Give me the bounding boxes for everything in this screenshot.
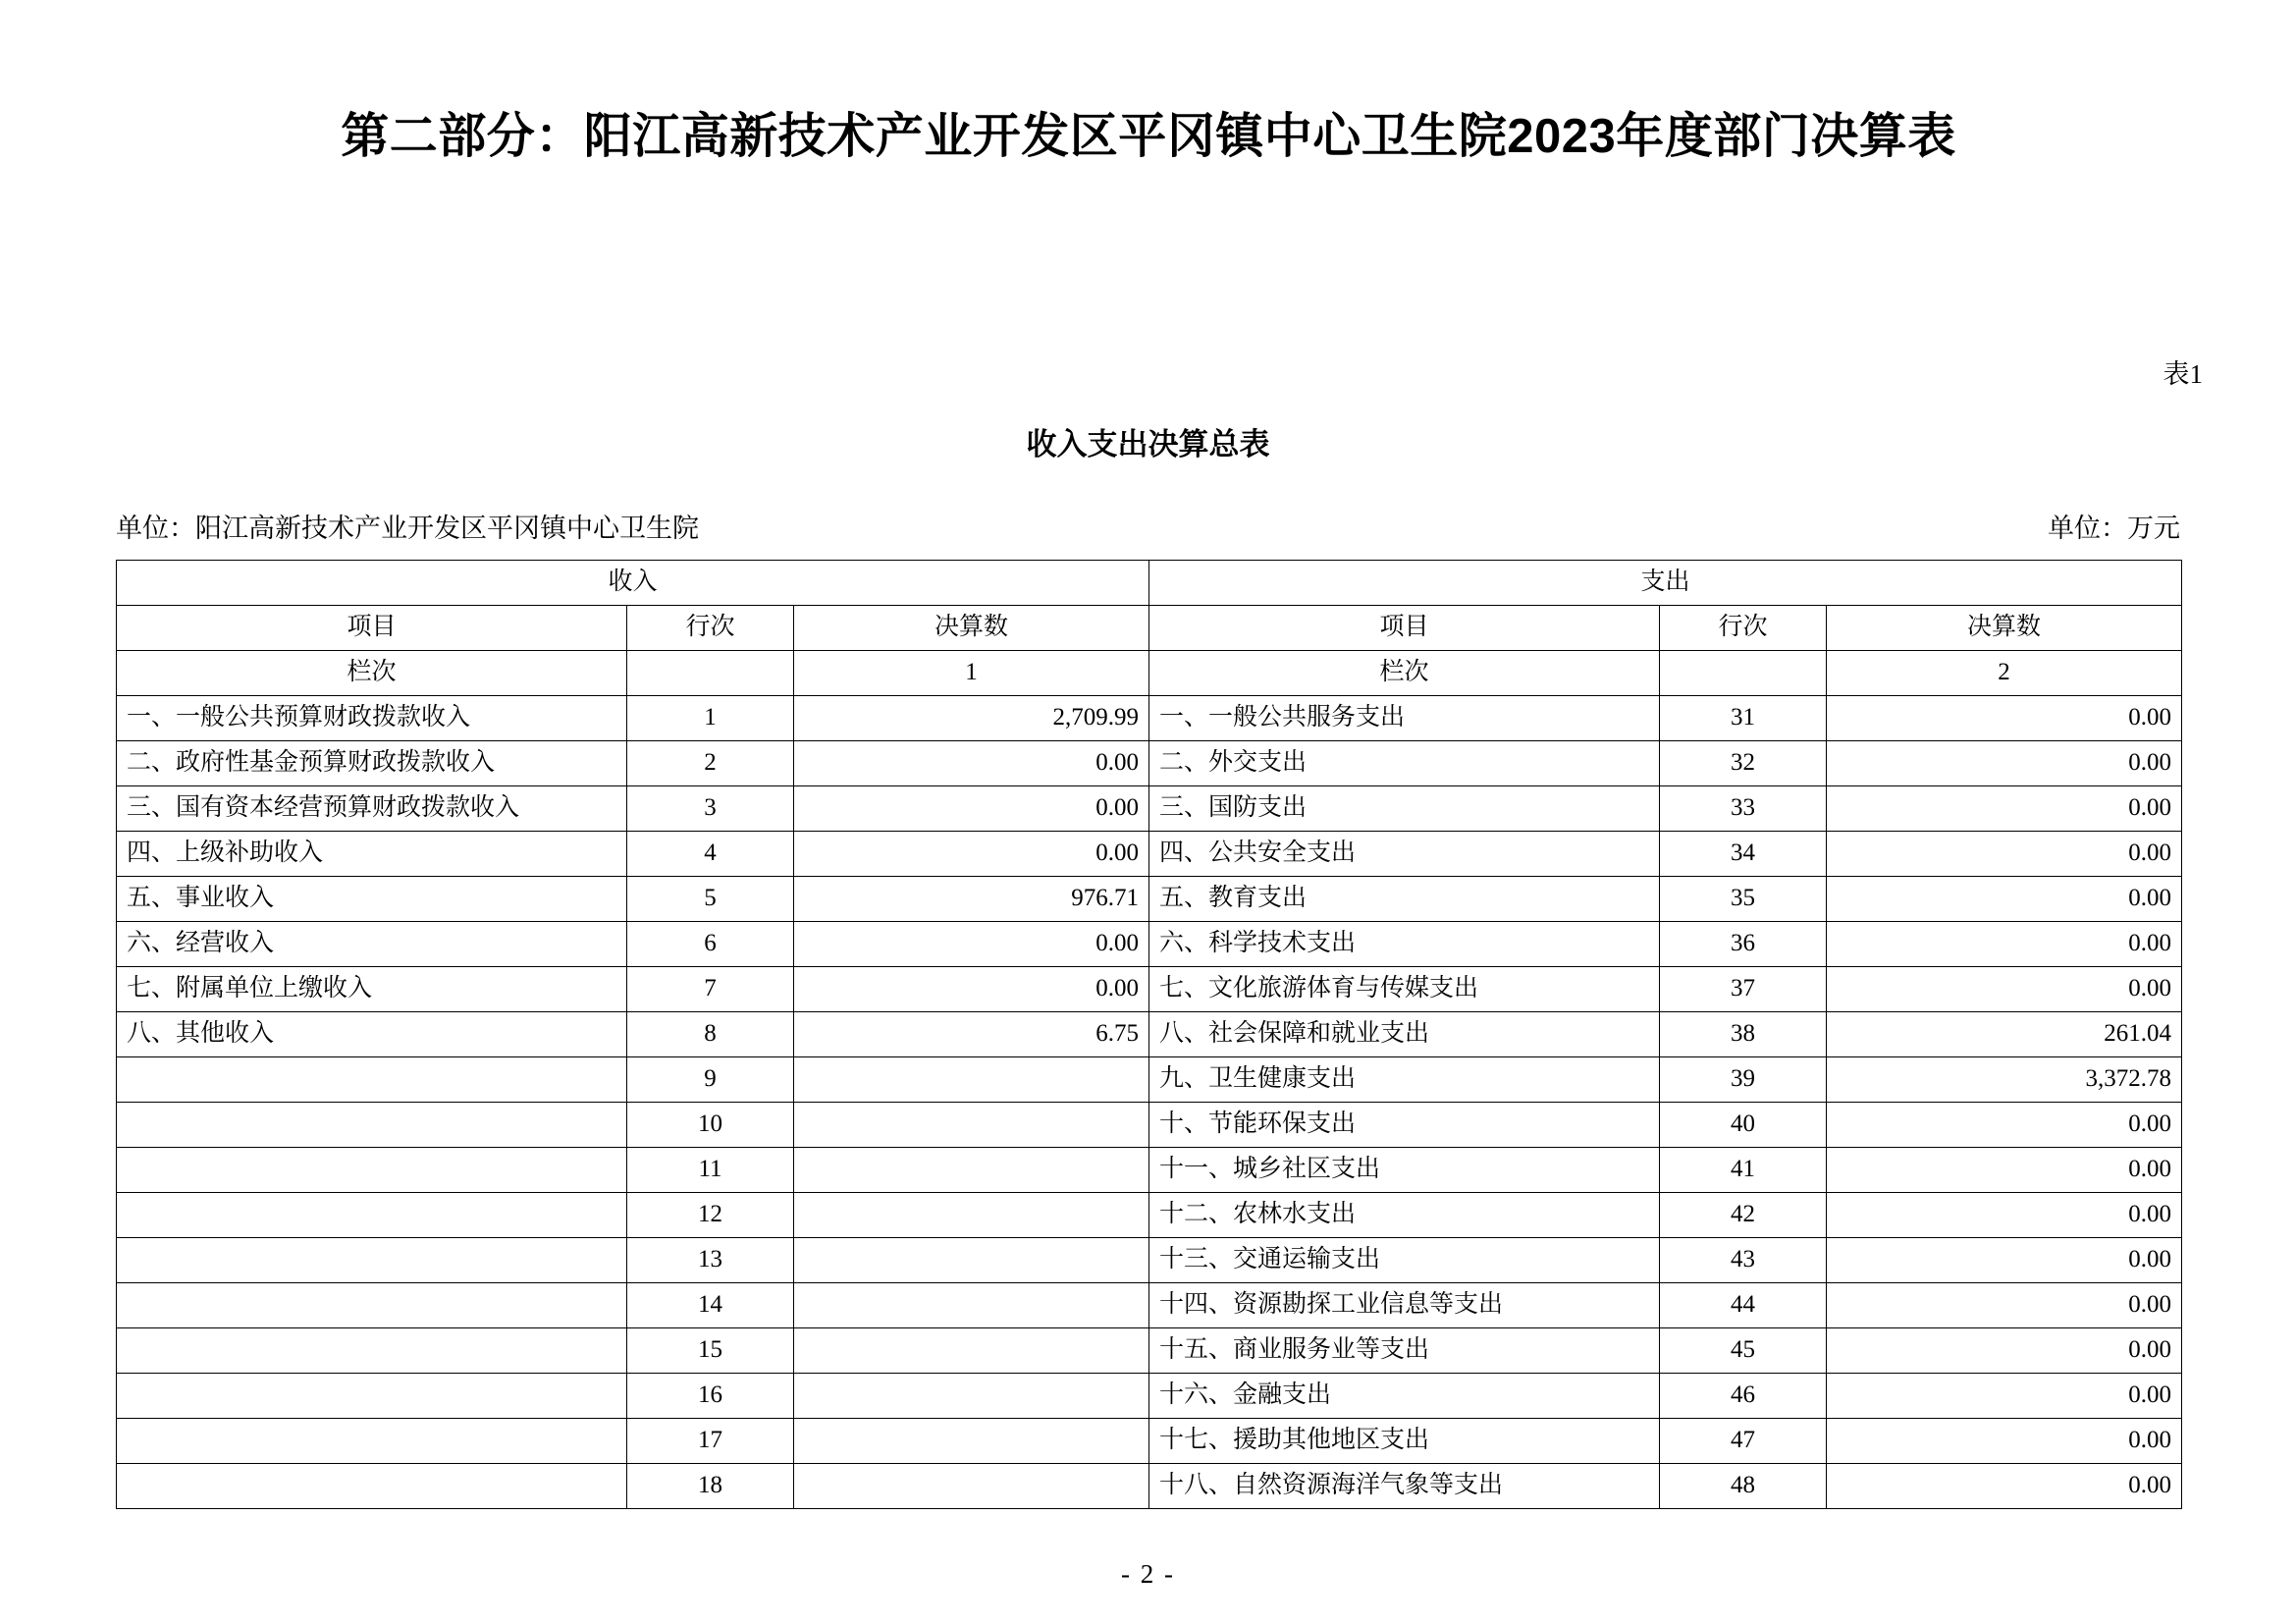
- column-header-expenditure-item: 项目: [1149, 606, 1660, 651]
- expenditure-line-number: 35: [1660, 877, 1827, 922]
- expenditure-line-number: 45: [1660, 1328, 1827, 1374]
- income-item-label: [117, 1057, 627, 1103]
- column-index-expenditure-lineno: [1660, 651, 1827, 696]
- expenditure-line-number: 31: [1660, 696, 1827, 741]
- table-row: [117, 1464, 2182, 1509]
- income-amount: [794, 1057, 1149, 1103]
- income-item-label: [117, 1193, 627, 1238]
- income-line-number: 12: [627, 1193, 794, 1238]
- table-row: [117, 1148, 2182, 1193]
- income-item-label: [117, 1374, 627, 1419]
- income-line-number: 1: [627, 696, 794, 741]
- income-amount: 0.00: [794, 741, 1149, 786]
- table-row: [117, 877, 2182, 922]
- income-line-number: 8: [627, 1012, 794, 1057]
- income-item-label: 四、上级补助收入: [117, 832, 627, 877]
- expenditure-line-number: 46: [1660, 1374, 1827, 1419]
- income-line-number: 6: [627, 922, 794, 967]
- table-number-marker: 表1: [2163, 359, 2203, 389]
- income-item-label: [117, 1283, 627, 1328]
- income-item-label: [117, 1148, 627, 1193]
- income-amount: [794, 1283, 1149, 1328]
- table-column-index-row: [117, 651, 2182, 696]
- expenditure-item-label: 七、文化旅游体育与传媒支出: [1149, 967, 1660, 1012]
- income-line-number: 3: [627, 786, 794, 832]
- expenditure-amount: 0.00: [1827, 967, 2182, 1012]
- expenditure-line-number: 47: [1660, 1419, 1827, 1464]
- table-row: [117, 1057, 2182, 1103]
- expenditure-line-number: 40: [1660, 1103, 1827, 1148]
- page-number: - 2 -: [1121, 1559, 1175, 1589]
- expenditure-line-number: 33: [1660, 786, 1827, 832]
- expenditure-line-number: 39: [1660, 1057, 1827, 1103]
- expenditure-item-label: 五、教育支出: [1149, 877, 1660, 922]
- table-row: [117, 1419, 2182, 1464]
- income-item-label: 五、事业收入: [117, 877, 627, 922]
- income-amount: [794, 1419, 1149, 1464]
- expenditure-amount: 0.00: [1827, 1419, 2182, 1464]
- group-header-expenditure: 支出: [1149, 561, 2182, 606]
- income-item-label: 八、其他收入: [117, 1012, 627, 1057]
- income-amount: [794, 1193, 1149, 1238]
- column-header-income-item: 项目: [117, 606, 627, 651]
- income-line-number: 16: [627, 1374, 794, 1419]
- income-amount: 976.71: [794, 877, 1149, 922]
- table-row: [117, 1374, 2182, 1419]
- income-line-number: 10: [627, 1103, 794, 1148]
- income-amount: 0.00: [794, 786, 1149, 832]
- expenditure-line-number: 36: [1660, 922, 1827, 967]
- expenditure-item-label: 十六、金融支出: [1149, 1374, 1660, 1419]
- expenditure-item-label: 二、外交支出: [1149, 741, 1660, 786]
- income-amount: [794, 1148, 1149, 1193]
- income-amount: 2,709.99: [794, 696, 1149, 741]
- expenditure-amount: 0.00: [1827, 1328, 2182, 1374]
- expenditure-item-label: 十七、援助其他地区支出: [1149, 1419, 1660, 1464]
- expenditure-amount: 0.00: [1827, 877, 2182, 922]
- table-row: [117, 1328, 2182, 1374]
- column-header-expenditure-amount: 决算数: [1827, 606, 2182, 651]
- income-line-number: 15: [627, 1328, 794, 1374]
- expenditure-amount: 0.00: [1827, 786, 2182, 832]
- expenditure-amount: 0.00: [1827, 1103, 2182, 1148]
- table-column-header-row: [117, 606, 2182, 651]
- group-header-income: 收入: [117, 561, 1149, 606]
- income-item-label: [117, 1103, 627, 1148]
- income-amount: 0.00: [794, 922, 1149, 967]
- page-title: 第二部分：阳江高新技术产业开发区平冈镇中心卫生院2023年度部门决算表: [341, 110, 1956, 163]
- income-line-number: 18: [627, 1464, 794, 1509]
- unit-currency: 单位：万元: [2048, 514, 2180, 543]
- column-header-income-amount: 决算数: [794, 606, 1149, 651]
- table-row: [117, 741, 2182, 786]
- expenditure-item-label: 十、节能环保支出: [1149, 1103, 1660, 1148]
- expenditure-item-label: 六、科学技术支出: [1149, 922, 1660, 967]
- table-group-header-row: [117, 561, 2182, 606]
- income-line-number: 5: [627, 877, 794, 922]
- expenditure-item-label: 四、公共安全支出: [1149, 832, 1660, 877]
- income-item-label: 七、附属单位上缴收入: [117, 967, 627, 1012]
- income-amount: [794, 1103, 1149, 1148]
- income-amount: 0.00: [794, 967, 1149, 1012]
- unit-organization: 单位：阳江高新技术产业开发区平冈镇中心卫生院: [116, 514, 699, 543]
- expenditure-item-label: 十一、城乡社区支出: [1149, 1148, 1660, 1193]
- unit-line: [116, 514, 2180, 550]
- expenditure-amount: 0.00: [1827, 1283, 2182, 1328]
- table-row: [117, 1012, 2182, 1057]
- income-item-label: [117, 1464, 627, 1509]
- expenditure-item-label: 八、社会保障和就业支出: [1149, 1012, 1660, 1057]
- expenditure-item-label: 十四、资源勘探工业信息等支出: [1149, 1283, 1660, 1328]
- expenditure-amount: 0.00: [1827, 1193, 2182, 1238]
- expenditure-item-label: 十二、农林水支出: [1149, 1193, 1660, 1238]
- expenditure-amount: 0.00: [1827, 922, 2182, 967]
- income-amount: [794, 1328, 1149, 1374]
- table-row: [117, 832, 2182, 877]
- expenditure-amount: 0.00: [1827, 1238, 2182, 1283]
- expenditure-line-number: 44: [1660, 1283, 1827, 1328]
- income-item-label: [117, 1419, 627, 1464]
- expenditure-item-label: 十八、自然资源海洋气象等支出: [1149, 1464, 1660, 1509]
- income-item-label: [117, 1238, 627, 1283]
- income-line-number: 9: [627, 1057, 794, 1103]
- table-row: [117, 1103, 2182, 1148]
- income-item-label: 一、一般公共预算财政拨款收入: [117, 696, 627, 741]
- expenditure-item-label: 三、国防支出: [1149, 786, 1660, 832]
- income-amount: 6.75: [794, 1012, 1149, 1057]
- income-expenditure-table: [116, 560, 2182, 1509]
- expenditure-amount: 0.00: [1827, 696, 2182, 741]
- income-amount: [794, 1238, 1149, 1283]
- expenditure-line-number: 41: [1660, 1148, 1827, 1193]
- income-line-number: 17: [627, 1419, 794, 1464]
- income-amount: 0.00: [794, 832, 1149, 877]
- income-amount: [794, 1464, 1149, 1509]
- expenditure-amount: 261.04: [1827, 1012, 2182, 1057]
- income-item-label: 三、国有资本经营预算财政拨款收入: [117, 786, 627, 832]
- expenditure-line-number: 48: [1660, 1464, 1827, 1509]
- expenditure-item-label: 十五、商业服务业等支出: [1149, 1328, 1660, 1374]
- expenditure-amount: 0.00: [1827, 1148, 2182, 1193]
- column-index-income-number: 1: [794, 651, 1149, 696]
- table-row: [117, 967, 2182, 1012]
- table-row: [117, 1238, 2182, 1283]
- expenditure-amount: 0.00: [1827, 832, 2182, 877]
- column-header-expenditure-lineno: 行次: [1660, 606, 1827, 651]
- income-item-label: [117, 1328, 627, 1374]
- column-header-income-lineno: 行次: [627, 606, 794, 651]
- column-index-expenditure-number: 2: [1827, 651, 2182, 696]
- table-row: [117, 922, 2182, 967]
- expenditure-amount: 0.00: [1827, 1464, 2182, 1509]
- table-row: [117, 1193, 2182, 1238]
- expenditure-line-number: 42: [1660, 1193, 1827, 1238]
- expenditure-item-label: 一、一般公共服务支出: [1149, 696, 1660, 741]
- expenditure-item-label: 九、卫生健康支出: [1149, 1057, 1660, 1103]
- income-line-number: 11: [627, 1148, 794, 1193]
- expenditure-line-number: 43: [1660, 1238, 1827, 1283]
- income-line-number: 13: [627, 1238, 794, 1283]
- expenditure-amount: 0.00: [1827, 741, 2182, 786]
- income-line-number: 14: [627, 1283, 794, 1328]
- income-line-number: 4: [627, 832, 794, 877]
- expenditure-item-label: 十三、交通运输支出: [1149, 1238, 1660, 1283]
- expenditure-amount: 0.00: [1827, 1374, 2182, 1419]
- income-item-label: 六、经营收入: [117, 922, 627, 967]
- table-caption: 收入支出决算总表: [1026, 427, 1270, 461]
- income-amount: [794, 1374, 1149, 1419]
- expenditure-line-number: 37: [1660, 967, 1827, 1012]
- income-line-number: 2: [627, 741, 794, 786]
- table-row: [117, 786, 2182, 832]
- expenditure-line-number: 32: [1660, 741, 1827, 786]
- expenditure-amount: 3,372.78: [1827, 1057, 2182, 1103]
- table-row: [117, 696, 2182, 741]
- column-index-label-income: 栏次: [117, 651, 627, 696]
- income-line-number: 7: [627, 967, 794, 1012]
- table-row: [117, 1283, 2182, 1328]
- expenditure-line-number: 38: [1660, 1012, 1827, 1057]
- column-index-label-expenditure: 栏次: [1149, 651, 1660, 696]
- income-item-label: 二、政府性基金预算财政拨款收入: [117, 741, 627, 786]
- expenditure-line-number: 34: [1660, 832, 1827, 877]
- column-index-income-lineno: [627, 651, 794, 696]
